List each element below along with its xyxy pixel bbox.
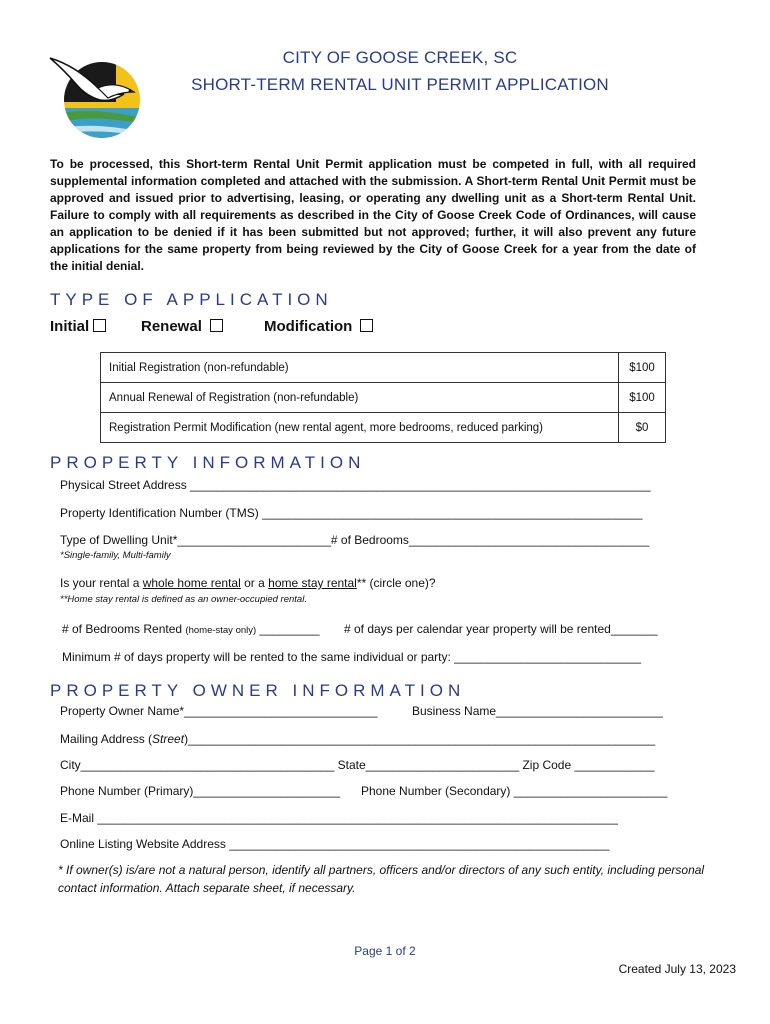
rental-question-post: ** (circle one)? <box>356 576 436 590</box>
phone-primary-field[interactable]: Phone Number (Primary)______________________ <box>60 784 341 798</box>
checkbox-initial[interactable] <box>93 319 106 332</box>
table-row <box>101 353 666 383</box>
table-row <box>101 383 666 413</box>
mailing-address-field[interactable] <box>60 732 655 746</box>
form-title: SHORT-TERM RENTAL UNIT PERMIT APPLICATION <box>191 75 609 94</box>
rental-type-question <box>60 576 436 590</box>
checkbox-modification[interactable] <box>360 319 373 332</box>
fee-amount: $0 <box>619 413 666 443</box>
bedrooms-rented-label: # of Bedrooms Rented <box>62 622 183 636</box>
option-modification[interactable] <box>264 318 373 335</box>
rental-question-pre: Is your rental a <box>60 576 143 590</box>
tms-field[interactable]: Property Identification Number (TMS) _________________________________________________________ <box>60 506 643 520</box>
option-renewal[interactable] <box>141 318 223 335</box>
bedrooms-rented-field[interactable] <box>62 622 320 636</box>
property-information-heading: PROPERTY INFORMATION <box>50 453 366 472</box>
home-stay-option[interactable]: home stay rental <box>268 576 357 590</box>
city-title: CITY OF GOOSE CREEK, SC <box>282 48 518 67</box>
business-name-field[interactable]: Business Name_________________________ <box>412 704 663 718</box>
mailing-label-pre: Mailing Address ( <box>60 732 153 746</box>
days-per-year-field[interactable]: # of days per calendar year property will be rented_______ <box>344 622 658 636</box>
option-initial[interactable] <box>50 318 106 335</box>
website-field[interactable]: Online Listing Website Address _________________________________________________________ <box>60 837 610 851</box>
option-renewal-label: Renewal <box>141 318 202 335</box>
fee-description: Registration Permit Modification (new rental agent, more bedrooms, reduced parking) <box>101 413 619 443</box>
page-number: Page 1 of 2 <box>354 944 416 958</box>
home-stay-note: **Home stay rental is defined as an owner-occupied rental. <box>60 594 307 605</box>
dwelling-note: *Single-family, Multi-family <box>60 550 171 561</box>
owner-information-heading: PROPERTY OWNER INFORMATION <box>50 681 466 700</box>
rental-question-mid: or a <box>240 576 269 590</box>
table-row <box>101 413 666 443</box>
mailing-line: )______________________________________________________________________ <box>184 732 656 746</box>
mailing-label-street: Street <box>152 732 185 746</box>
option-modification-label: Modification <box>264 318 353 335</box>
owner-name-field[interactable]: Property Owner Name*_____________________________ <box>60 704 378 718</box>
type-of-application-heading: TYPE OF APPLICATION <box>50 290 333 309</box>
whole-home-option[interactable]: whole home rental <box>142 576 241 590</box>
bedrooms-rented-line: _________ <box>259 622 320 636</box>
intro-paragraph: To be processed, this Short-term Rental Unit Permit application must be competed in full, with all required supplemental information completed and attached with the submission. A Short-term Rental Unit Permit must be approved and issued prior to advertising, leasing, or operating any dwelling unit as a Short-term Rental Unit. Failure to comply with all requirements as described in the City of Goose Creek Code of Ordinances, will cause an application to be denied if it has been submitted but not approved; further, it will also prevent any future applications for the same property from being reviewed by the City of Goose Creek for a year from the date of the initial denial. <box>50 157 696 273</box>
fee-description: Annual Renewal of Registration (non-refundable) <box>101 383 619 413</box>
bedrooms-rented-qualifier: (home-stay only) <box>185 625 257 636</box>
email-field[interactable]: E-Mail ______________________________________________________________________________ <box>60 811 618 825</box>
phone-secondary-field[interactable]: Phone Number (Secondary) _______________________ <box>361 784 668 798</box>
fee-description: Initial Registration (non-refundable) <box>101 353 619 383</box>
owner-footnote: * If owner(s) is/are not a natural person, identify all partners, officers and/or directors of any such entity, including personal contact information. Attach separate sheet, if necessary. <box>58 863 705 895</box>
street-address-field[interactable]: Physical Street Address _____________________________________________________________________ <box>60 478 651 492</box>
fee-amount: $100 <box>619 383 666 413</box>
checkbox-renewal[interactable] <box>210 319 223 332</box>
city-state-zip-field[interactable]: City______________________________________ State_______________________ Zip Code ____________ <box>60 758 655 772</box>
fee-table <box>100 352 666 443</box>
dwelling-bedrooms-field[interactable]: Type of Dwelling Unit*_______________________# of Bedrooms____________________________________ <box>60 533 650 547</box>
fee-amount: $100 <box>619 353 666 383</box>
created-date: Created July 13, 2023 <box>618 962 736 976</box>
option-initial-label: Initial <box>50 318 90 335</box>
minimum-days-field[interactable]: Minimum # of days property will be rented to the same individual or party: ____________________________ <box>62 650 642 664</box>
